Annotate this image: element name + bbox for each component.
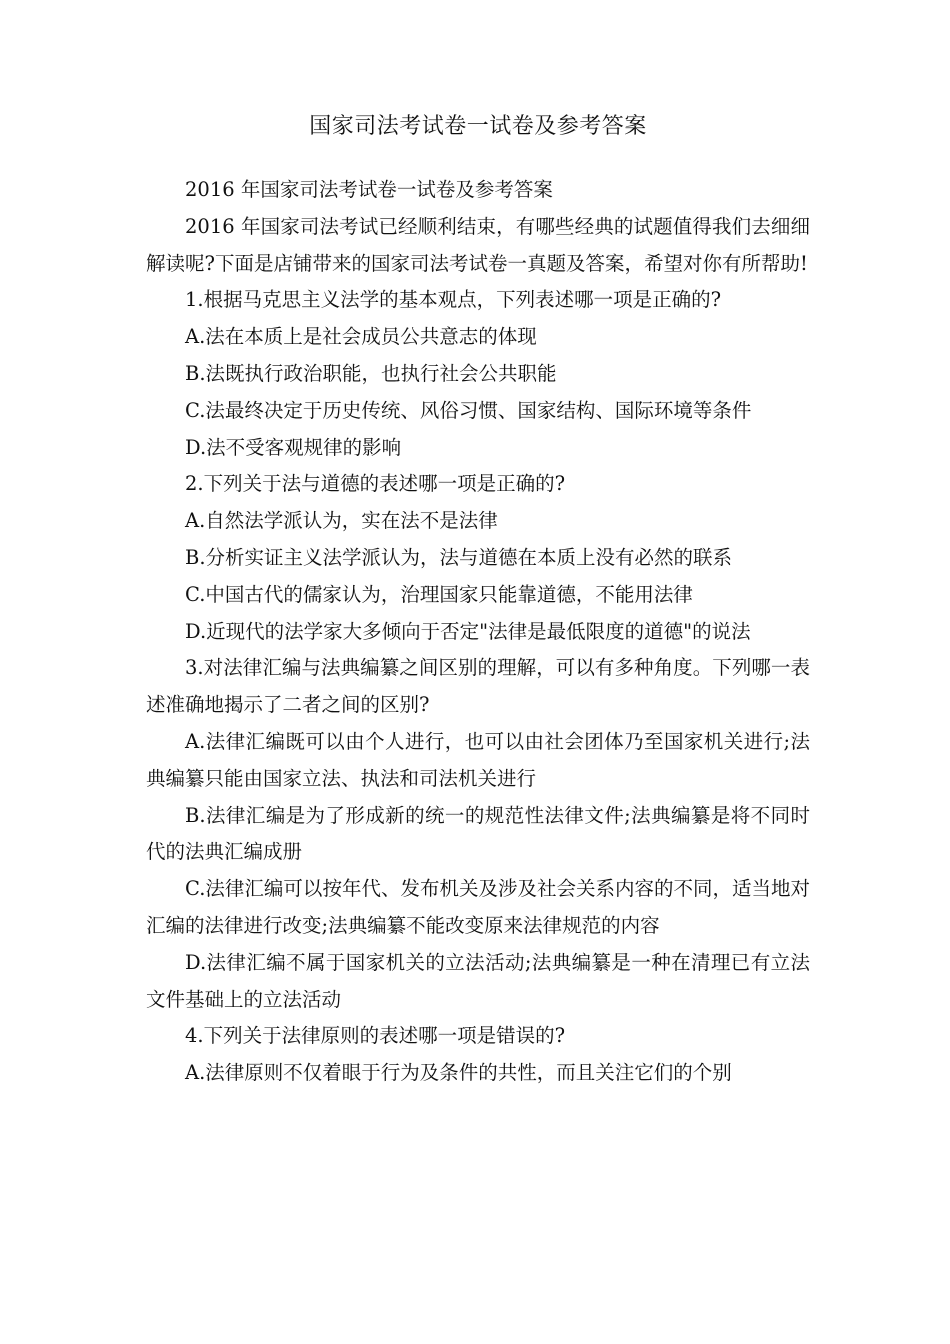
document-title: 国家司法考试卷一试卷及参考答案 [309,114,647,139]
question-3-option-a: A.法律汇编既可以由个人进行，也可以由社会团体乃至国家机关进行;法典编纂只能由国家立法、执法和司法机关进行 [146,729,810,790]
question-3: 3.对法律汇编与法典编纂之间区别的理解，可以有多种角度。下列哪一表述准确地揭示了二者之间的区别? [146,656,810,717]
question-1-option-a: A.法在本质上是社会成员公共意志的体现 [185,325,537,349]
question-3-option-c: C.法律汇编可以按年代、发布机关及涉及社会关系内容的不同，适当地对汇编的法律进行改变;法典编纂不能改变原来法律规范的内容 [146,877,810,937]
question-1-option-c: C.法最终决定于历史传统、风俗习惯、国家结构、国际环境等条件 [185,398,752,422]
question-2: 2.下列关于法与道德的表述哪一项是正确的? [185,472,566,496]
question-4: 4.下列关于法律原则的表述哪一项是错误的? [185,1024,566,1048]
question-2-option-c: C.中国古代的儒家认为，治理国家只能靠道德，不能用法律 [185,582,693,606]
question-2-option-a: A.自然法学派认为，实在法不是法律 [185,509,498,533]
question-1: 1.根据马克思主义法学的基本观点，下列表述哪一项是正确的? [185,288,722,312]
question-1-option-b: B.法既执行政治职能，也执行社会公共职能 [185,361,557,385]
question-2-option-d: D.近现代的法学家大多倾向于否定"法律是最低限度的道德"的说法 [185,619,751,643]
paragraph-subtitle: 2016 年国家司法考试卷一试卷及参考答案 [185,178,553,201]
question-2-option-b: B.分析实证主义法学派认为，法与道德在本质上没有必然的联系 [185,545,733,569]
paragraph-intro: 2016 年国家司法考试已经顺利结束，有哪些经典的试题值得我们去细细解读呢?下面是店铺带来的国家司法考试卷一真题及答案，希望对你有所帮助! [146,214,810,275]
question-4-option-a: A.法律原则不仅着眼于行为及条件的共性，而且关注它们的个别 [185,1061,732,1085]
document-body [146,172,810,1092]
question-1-option-d: D.法不受客观规律的影响 [185,435,402,459]
question-3-option-b: B.法律汇编是为了形成新的统一的规范性法律文件;法典编纂是将不同时代的法典汇编成册 [146,803,810,864]
question-3-option-d: D.法律汇编不属于国家机关的立法活动;法典编纂是一种在清理已有立法文件基础上的立法活动 [146,950,810,1011]
